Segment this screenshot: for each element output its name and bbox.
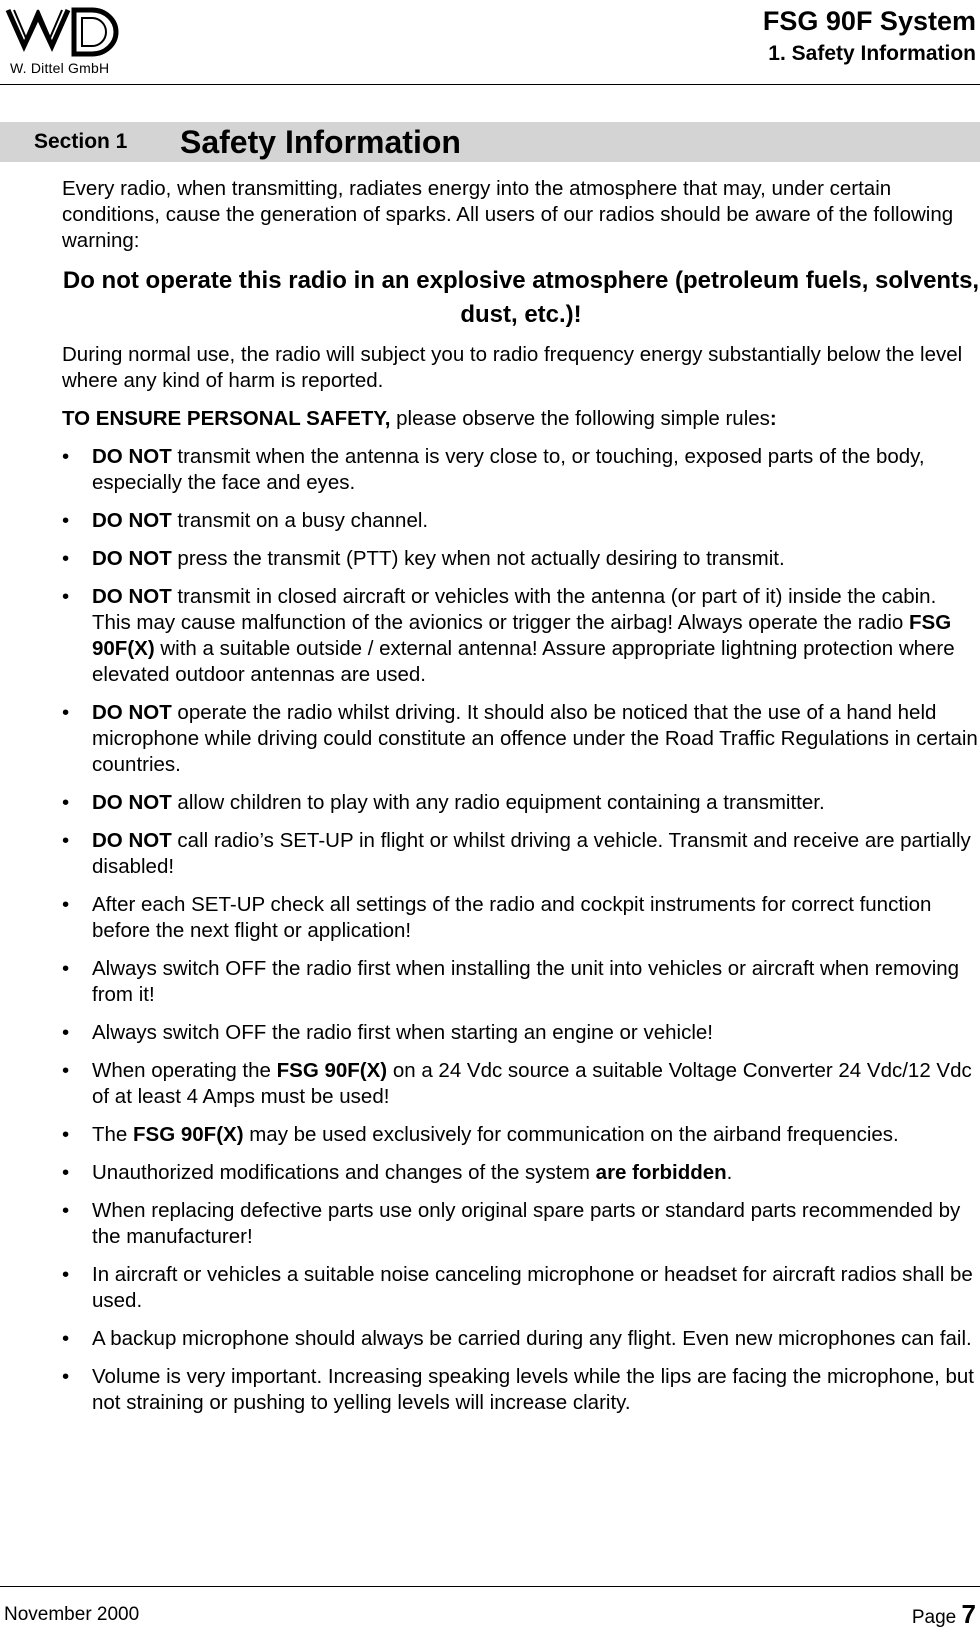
rule-text: When replacing defective parts use only original spare parts or standard parts recommended by the manufacturer! (92, 1199, 961, 1248)
section-number: Section 1 (34, 130, 128, 153)
rule-text-continued: . (726, 1161, 733, 1184)
product-name: FSG 90F(X) (133, 1123, 244, 1146)
rule-text-continued: on a 24 Vdc source a suitable Voltage Converter 24 Vdc/12 Vdc of at least 4 Amps must be used! (92, 1059, 972, 1108)
bullet-icon: • (62, 1263, 70, 1286)
list-item (62, 1326, 980, 1352)
bullet-icon: • (62, 1123, 70, 1146)
bullet-icon: • (62, 1059, 70, 1082)
rule-text: Volume is very important. Increasing speaking levels while the lips are facing the microphone, but not straining or pushing to yelling levels will increase clarity. (92, 1365, 974, 1414)
page-number (912, 1599, 976, 1630)
rule-text: A backup microphone should always be carried during any flight. Even new microphones can fail. (92, 1327, 972, 1350)
list-item (62, 790, 980, 816)
header-divider (0, 84, 980, 85)
bullet-icon: • (62, 445, 70, 468)
warning-statement: Do not operate this radio in an explosive atmosphere (petroleum fuels, solvents, dust, etc.)! (62, 267, 980, 328)
list-item (62, 1262, 980, 1314)
product-name: FSG 90F(X) (276, 1059, 388, 1082)
rule-keyword: DO NOT (92, 585, 172, 608)
normal-use-paragraph: During normal use, the radio will subject you to radio frequency energy substantially below the level where any kind of harm is reported. (62, 343, 963, 392)
rule-keyword: DO NOT (92, 701, 172, 724)
intro-paragraph: Every radio, when transmitting, radiates energy into the atmosphere that may, under certain conditions, cause the generation of sparks. All users of our radios should be aware of the following warning: (62, 177, 954, 252)
list-item (62, 1364, 980, 1416)
document-subtitle: 1. Safety Information (768, 42, 976, 65)
bullet-icon: • (62, 957, 70, 980)
rule-text-continued: with a suitable outside / external antenna! Assure appropriate lightning protection where elevated outdoor antennas are used. (92, 637, 955, 686)
page-header (0, 0, 980, 86)
bullet-icon: • (62, 791, 70, 814)
section-body (62, 176, 980, 1428)
company-name: W. Dittel GmbH (10, 60, 110, 76)
list-item (62, 546, 980, 572)
rule-keyword: DO NOT (92, 791, 172, 814)
rule-text: Always switch OFF the radio first when installing the unit into vehicles or aircraft when removing from it! (92, 957, 960, 1006)
bullet-icon: • (62, 1327, 70, 1350)
safety-rules-list (62, 444, 980, 1416)
rule-text: transmit on a busy channel. (171, 509, 429, 532)
list-item (62, 444, 980, 496)
bullet-icon: • (62, 1021, 70, 1044)
product-name: FSG 90F(X) (92, 611, 952, 660)
bullet-icon: • (62, 1161, 70, 1184)
page-number-value: 7 (961, 1599, 976, 1629)
ensure-safety-paragraph (62, 406, 980, 432)
emphasis-text: are forbidden (595, 1161, 727, 1184)
list-item (62, 584, 980, 688)
rule-keyword: DO NOT (92, 829, 172, 852)
ensure-safety-colon: : (769, 407, 777, 430)
bullet-icon: • (62, 585, 70, 608)
list-item (62, 1020, 980, 1046)
rule-text: transmit when the antenna is very close to, or touching, exposed parts of the body, especially the face and eyes. (92, 445, 925, 494)
bullet-icon: • (62, 701, 70, 724)
company-logo (4, 2, 128, 78)
rule-text: After each SET-UP check all settings of the radio and cockpit instruments for correct function before the next flight or application! (92, 893, 932, 942)
ensure-safety-lead: TO ENSURE PERSONAL SAFETY, (62, 407, 391, 430)
rule-text: The (92, 1123, 134, 1146)
bullet-icon: • (62, 1365, 70, 1388)
rule-text: In aircraft or vehicles a suitable noise canceling microphone or headset for aircraft radios shall be used. (92, 1263, 973, 1312)
footer-date: November 2000 (4, 1604, 140, 1625)
list-item (62, 508, 980, 534)
list-item (62, 956, 980, 1008)
bullet-icon: • (62, 829, 70, 852)
rule-text: Always switch OFF the radio first when starting an engine or vehicle! (92, 1021, 713, 1044)
list-item (62, 1160, 980, 1186)
rule-text: press the transmit (PTT) key when not actually desiring to transmit. (171, 547, 785, 570)
wd-logo-icon (4, 2, 128, 62)
rule-text: When operating the (92, 1059, 277, 1082)
bullet-icon: • (62, 509, 70, 532)
list-item (62, 828, 980, 880)
list-item (62, 700, 980, 778)
footer-divider (0, 1586, 980, 1587)
rule-text: allow children to play with any radio equipment containing a transmitter. (171, 791, 825, 814)
list-item (62, 1058, 980, 1110)
rule-keyword: DO NOT (92, 445, 172, 468)
list-item (62, 892, 980, 944)
bullet-icon: • (62, 1199, 70, 1222)
rule-keyword: DO NOT (92, 547, 172, 570)
document-title: FSG 90F System (762, 6, 976, 36)
rule-text: operate the radio whilst driving. It should also be noticed that the use of a hand held microphone while driving could constitute an offence under the Road Traffic Regulations in certain countries. (92, 701, 978, 776)
rule-text: Unauthorized modifications and changes of the system (92, 1161, 596, 1184)
list-item (62, 1122, 980, 1148)
section-title: Safety Information (180, 124, 461, 160)
rule-keyword: DO NOT (92, 509, 172, 532)
bullet-icon: • (62, 547, 70, 570)
rule-text-continued: may be used exclusively for communication on the airband frequencies. (243, 1123, 899, 1146)
rule-text: call radio’s SET-UP in flight or whilst driving a vehicle. Transmit and receive are partially disabled! (92, 829, 971, 878)
bullet-icon: • (62, 893, 70, 916)
ensure-safety-text: please observe the following simple rules (390, 407, 770, 430)
rule-text: transmit in closed aircraft or vehicles with the antenna (or part of it) inside the cabin. This may cause malfunction of the avionics or trigger the airbag! Always operate the radio (92, 585, 937, 634)
section-heading (0, 122, 980, 162)
list-item (62, 1198, 980, 1250)
page-label: Page (911, 1607, 962, 1628)
